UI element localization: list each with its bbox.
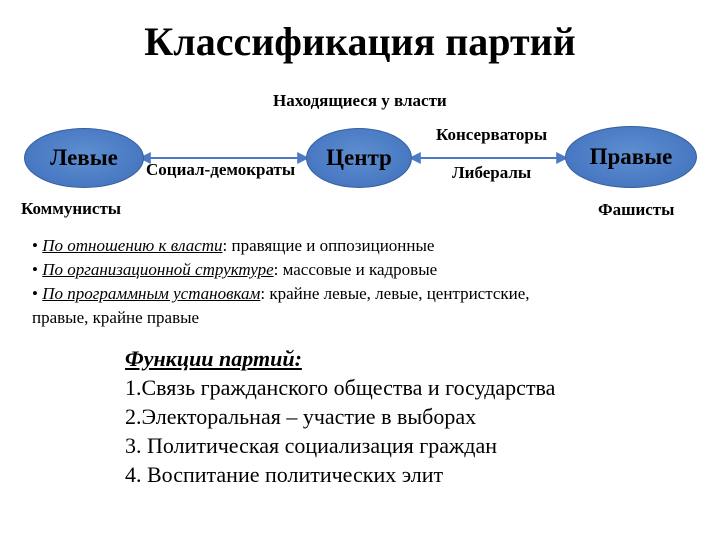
bullet-marker: •	[32, 260, 38, 279]
conservatives-label: Консерваторы	[436, 125, 548, 144]
criteria-continuation: правые, крайне правые	[32, 308, 200, 327]
function-item: 3. Политическая социализация граждан	[125, 433, 497, 458]
criteria-text: : массовые и кадровые	[273, 260, 438, 279]
criteria-item	[32, 234, 672, 258]
criteria-term: По отношению к власти	[42, 236, 223, 255]
right-oval	[565, 126, 697, 188]
criteria-text: : крайне левые, левые, центристские,	[260, 284, 530, 303]
left-oval-label: Левые	[50, 145, 118, 170]
classification-criteria-list	[32, 234, 672, 330]
function-item: 4. Воспитание политических элит	[125, 462, 444, 487]
page-title: Классификация партий	[144, 19, 576, 64]
liberals-label: Либералы	[452, 163, 532, 182]
social-democrats-label: Социал-демократы	[146, 160, 296, 179]
function-item: 1.Связь гражданского общества и государства	[125, 375, 556, 400]
in-power-label: Находящиеся у власти	[273, 91, 447, 110]
communists-label: Коммунисты	[21, 199, 122, 218]
criteria-term: По организационной структуре	[42, 260, 274, 279]
bullet-marker: •	[32, 236, 38, 255]
function-item: 2.Электоральная – участие в выборах	[125, 404, 477, 429]
criteria-item	[32, 258, 672, 282]
right-oval-label: Правые	[589, 144, 673, 169]
functions-title: Функции партий:	[125, 346, 302, 371]
criteria-text: : правящие и оппозиционные	[222, 236, 435, 255]
criteria-term: По программным установкам	[42, 284, 261, 303]
party-functions	[125, 344, 685, 489]
center-oval	[306, 128, 412, 188]
left-oval	[24, 128, 144, 188]
center-oval-label: Центр	[326, 145, 392, 170]
criteria-item	[32, 282, 672, 306]
bullet-marker: •	[32, 284, 38, 303]
fascists-label: Фашисты	[598, 200, 675, 219]
